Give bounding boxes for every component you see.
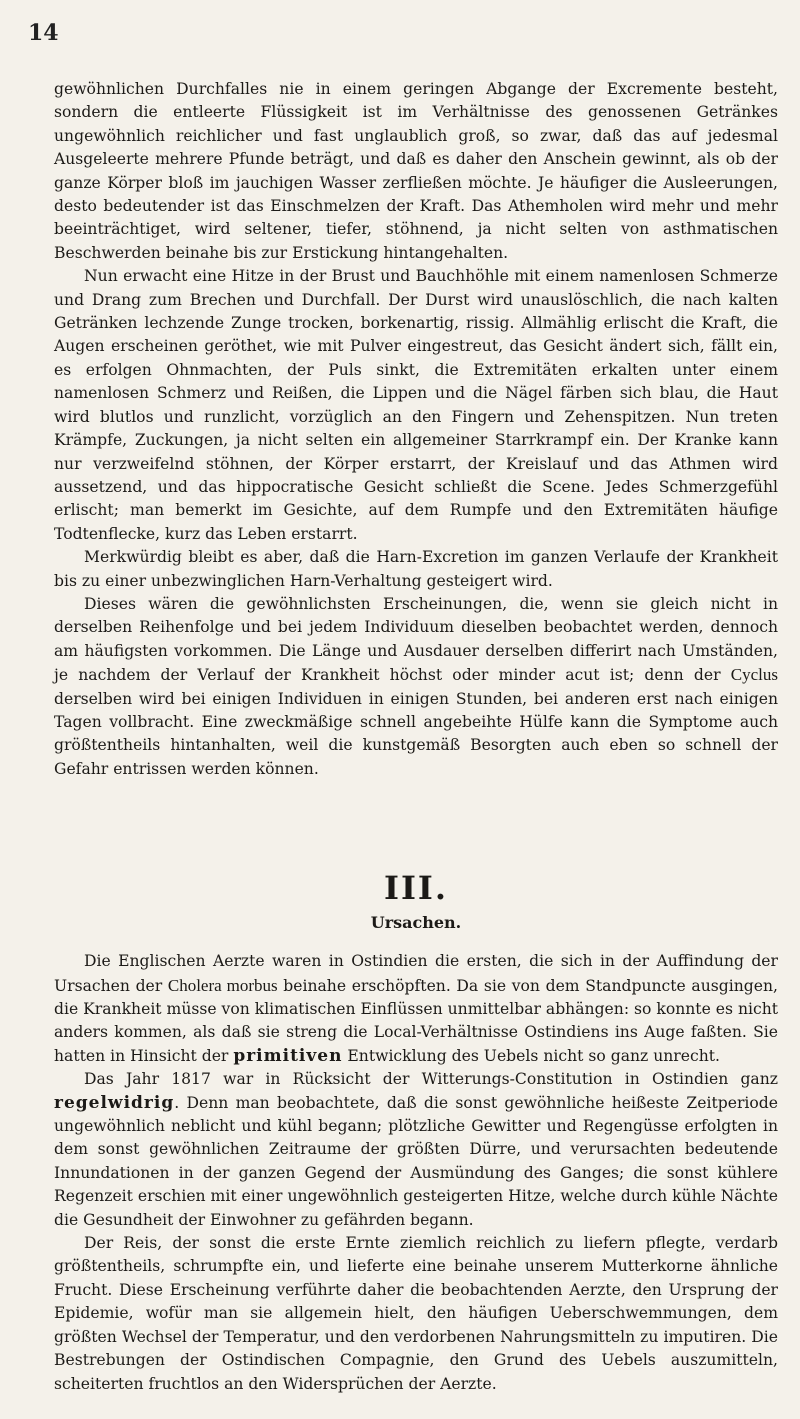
paragraph-cyclus [54, 593, 778, 781]
text-run: Entwicklung des Uebels nicht so ganz unrecht. [342, 1046, 720, 1065]
paragraph-rice: Der Reis, der sonst die erste Ernte ziemlich reichlich zu liefern pflegte, verdarb größtentheils, schrumpfte ein, und lieferte eine beinahe unserem Mutterkorne ähnliche Frucht. Diese Erscheinung verführte daher die beobachtenden Aerzte, den Ursprung der Epidemie, wofür man sie allgemein hielt, den häufigen Ueberschwemmungen, dem größten Wechsel der Temperatur, und den verdorbenen Nahrungsmitteln zu imputiren. Die Bestrebungen der Ostindischen Compagnie, den Grund des Uebels auszumitteln, scheiterten fruchtlos an den Widersprüchen der Aerzte. [54, 1234, 778, 1393]
text-run: . Denn man beobachtete, daß die sonst gewöhnliche heißeste Zeitperiode ungewöhnlich neblicht und kühl begann; plötzliche Gewitter und Regengüsse erfolgten in dem sonst gewöhnlichen Zeitraume der größten Dürre, und verursachten bedeutende Innundationen in der ganzen Gegend der Ausmündung des Ganges; die sonst kühlere Regenzeit erschien mit einer ungewöhnlich gesteigerten Hitze, welche durch kühle Nächte die Gesundheit der Einwohner zu gefährden begann. [54, 1093, 778, 1229]
paragraph-1817 [54, 1068, 778, 1232]
paragraph-urine: Merkwürdig bleibt es aber, daß die Harn-Excretion im ganzen Verlaufe der Krankheit bis zu einer unbezwinglichen Harn-Verhaltung gesteigert wird. [54, 548, 778, 590]
section-numeral: III. [383, 869, 449, 908]
paragraph-cholera-causes [54, 950, 778, 1068]
paragraph-diarrhea: gewöhnlichen Durchfalles nie in einem geringen Abgange der Excremente besteht, sondern die entleerte Flüssigkeit ist im Verhältnisse des genossenen Getränkes ungewöhnlich reichlicher und fast unglaublich groß, so zwar, daß das auf jedesmal Ausgeleerte mehrere Pfunde beträgt, und daß es daher den Anschein gewinnt, als ob der ganze Körper bloß im jauchigen Wasser zerfließen möchte. Je häufiger die Ausleerungen, desto bedeutender ist das Einschmelzen der Kraft. Das Athemholen wird mehr und mehr beeinträchtiget, wird seltener, tiefer, stöhnend, ja nicht selten von asthmatischen Beschwerden beinahe bis zur Erstickung hintangehalten. [54, 80, 778, 262]
text-run: Die Englischen Aerzte waren in Ostindien die ersten, die sich in der Auffindung der Ursachen der [54, 952, 778, 995]
emphasis-regelwidrig: regelwidrig [54, 1092, 175, 1113]
latin-term-cholera: Cholera morbus [167, 975, 278, 995]
text-run: derselben wird bei einigen Individuen in einigen Stunden, bei anderen erst nach einigen Tagen vollbracht. Eine zweckmäßige schnell angebeihte Hülfe kann die Symptome auch größtentheils hintanhalten, weil die kunstgemäß Besorgten auch eben so schnell der Gefahr entrissen werden können. [54, 689, 778, 778]
latin-term-cyclus: Cyclus [730, 665, 778, 685]
section-title: Ursachen. [370, 913, 462, 933]
page-number: 14 [28, 20, 59, 46]
emphasis-primitiven: primitiven [233, 1045, 343, 1066]
text-run: beinahe erschöpften. Da sie von dem Standpuncte ausgingen, die Krankheit müsse von klimatischen Einflüssen unmittelbar abhängen: so konnte es nicht anders kommen, als daß sie streng die Local-Verhältnisse Ostindiens ins Auge faßten. Sie hatten in Hinsicht der [54, 976, 779, 1065]
text-run: Das Jahr 1817 war in Rücksicht der Witterungs-Constitution in Ostindien ganz [84, 1070, 778, 1089]
paragraph-symptoms: Nun erwacht eine Hitze in der Brust und Bauchhöhle mit einem namenlosen Schmerze und Drang zum Brechen und Durchfall. Der Durst wird unauslöschlich, die nach kalten Getränken lechzende Zunge trocken, borkenartig, rissig. Allmählig erlischt die Kraft, die Augen erscheinen geröthet, wie mit Pulver eingestreut, das Gesicht ändert sich, fällt ein, es erfolgen Ohnmachten, der Puls sinkt, die Extremitäten erkalten unter einem namenlosen Schmerz und Reißen, die Lippen und die Nägel färben sich blau, die Haut wird blutlos und runzlicht, vorzüglich an den Fingern und Zehenspitzen. Nun treten Krämpfe, Zuckungen, ja nicht selten ein allgemeiner Starrkrampf ein. Der Kranke kann nur verzweifelnd stöhnen, der Körper erstarrt, der Kreislauf und das Athmen wird aussetzend, und das hippocratische Gesicht schließt die Scene. Jedes Schmerzgefühl erlischt; man bemerkt im Gesichte, auf dem Rumpfe und den Extremitäten häufige Todtenflecke, kurz das Leben erstarrt. [54, 267, 778, 543]
text-run: Dieses wären die gewöhnlichsten Erscheinungen, die, wenn sie gleich nicht in derselben Reihenfolge und bei jedem Individuum dieselben beobachtet werden, dennoch am häufigsten vorkommen. Die Länge und Ausdauer derselben differirt nach Umständen, je nachdem der Verlauf der Krankheit höchst oder minder acut ist; denn der [54, 594, 778, 685]
